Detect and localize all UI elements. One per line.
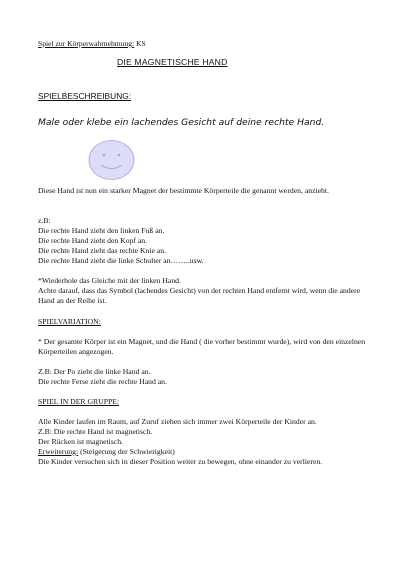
group-line: Die Kinder versuchen sich in dieser Position weiter zu bewegen, ohne einander zu verlieren.	[38, 456, 323, 466]
example-line: Die rechte Hand zieht das rechte Knie an.	[38, 245, 167, 255]
example-line: Die rechte Hand zieht den Kopf an.	[38, 235, 148, 245]
page-title: DIE MAGNETISCHE HAND	[117, 57, 228, 67]
variation-examples	[38, 367, 368, 387]
variation-example: Z.B: Der Po zieht die linke Hand an.	[38, 367, 151, 376]
example-label: z.B:	[38, 216, 51, 225]
note-symbol: Achte darauf, dass das Symbol (lachendes Gesicht) von der rechten Hand entfernt wird, wenn die andere Hand an der Reihe ist.	[38, 285, 361, 305]
example-line: Die rechte Hand zieht die linke Schulter an……..usw.	[38, 255, 204, 265]
extension-text: (Steigerung der Schwierigkeit)	[78, 446, 175, 456]
notes-block	[38, 276, 368, 306]
group-line: Alle Kinder laufen im Raum, auf Zuruf ziehen sich immer zwei Körperteile der Kinder an.	[38, 417, 317, 426]
section-heading-group: SPIEL IN DER GRUPPE:	[38, 397, 120, 406]
examples-block	[38, 216, 368, 266]
group-extension	[38, 447, 368, 457]
extension-label: Erweiterung:	[38, 446, 79, 456]
example-line: Die rechte Hand zieht den linken Fuß an.	[38, 225, 165, 235]
section-heading-description: SPIELBESCHREIBUNG:	[38, 91, 132, 101]
description-paragraph: Diese Hand ist nun ein starker Magnet der bestimmte Körperteile die genannt werden, anzieht.	[38, 186, 329, 195]
smiley-face-icon	[88, 139, 135, 181]
header-label: Spiel zur Körperwahrnehmung:	[38, 39, 135, 48]
group-line: Z.B: Die rechte Hand ist magnetisch.	[38, 426, 153, 436]
group-text	[38, 417, 368, 467]
section-heading-variation: SPIELVARIATION:	[38, 317, 101, 326]
note-repeat: *Wiederhole das Gleiche mit der linken Hand.	[38, 276, 181, 285]
variation-text: * Der gesamte Körper ist ein Magnet, und die Hand ( die vorher bestimmt wurde), wird von den einzelnen Körperteilen angezogen.	[38, 337, 366, 356]
header-code: KS	[136, 39, 146, 48]
variation-example: Die rechte Ferse zieht die rechte Hand an.	[38, 376, 167, 386]
document-header	[38, 39, 146, 48]
group-line: Der Rücken ist magnetisch.	[38, 436, 123, 446]
intro-instruction: Male oder klebe ein lachendes Gesicht auf deine rechte Hand.	[38, 117, 325, 128]
